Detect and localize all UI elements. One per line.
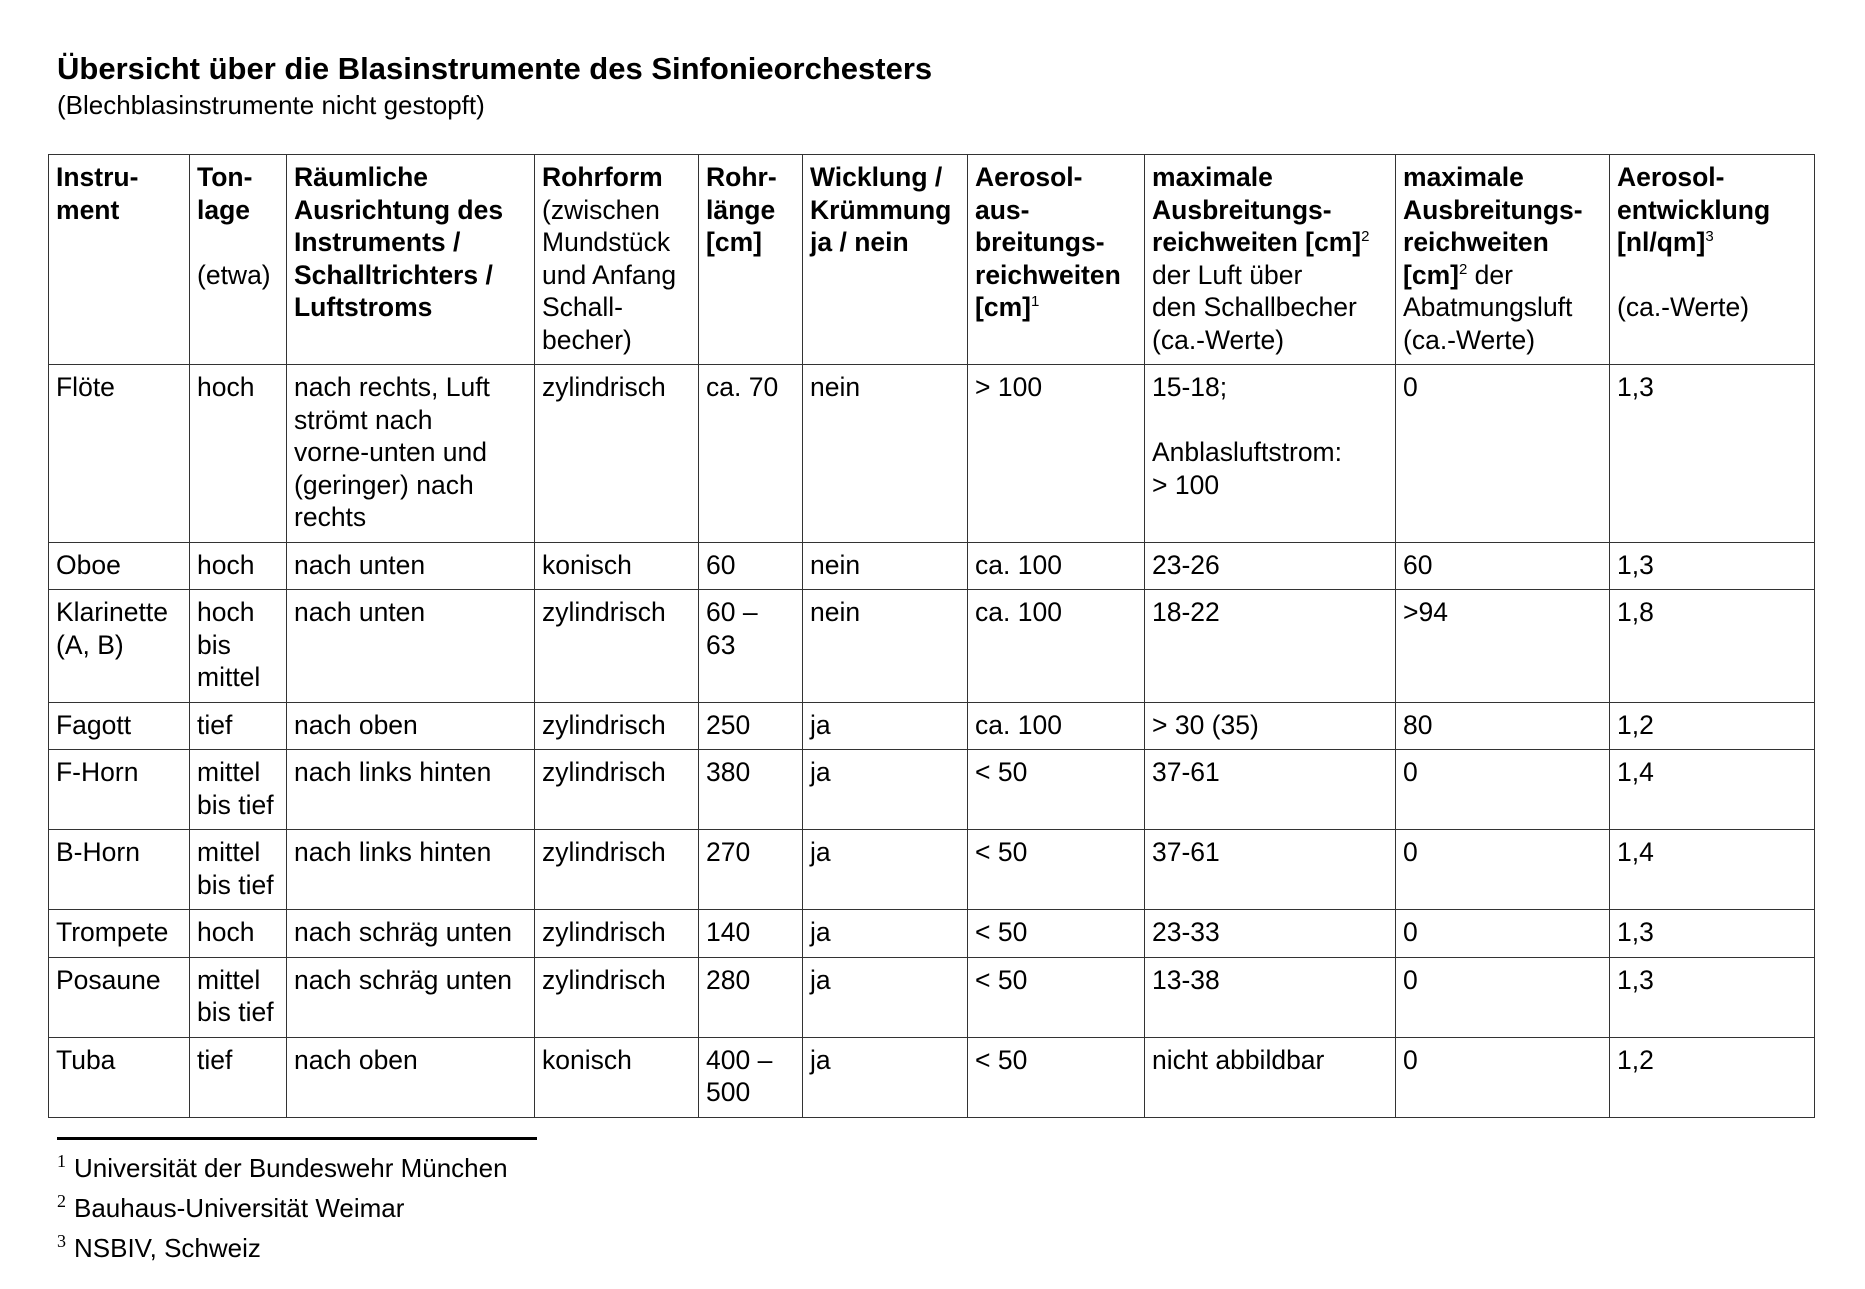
cell-wicklung: nein xyxy=(803,365,968,543)
cell-max-luft: 23-33 xyxy=(1145,910,1396,958)
cell-rohrform: zylindrisch xyxy=(535,750,699,830)
cell-aerosol: ca. 100 xyxy=(968,590,1145,703)
header-max-luft: maximale Ausbreitungs- reichweiten [cm]$^2$ der Luft über den Schallbecher (ca.-Werte) xyxy=(1145,155,1396,365)
cell-rohrform: zylindrisch xyxy=(535,702,699,750)
cell-max-luft: 37-61 xyxy=(1145,750,1396,830)
cell-entwicklung: 1,3 xyxy=(1610,365,1815,543)
cell-tonlage: hoch bis mittel xyxy=(190,590,287,703)
cell-instrument: Klarinette (A, B) xyxy=(49,590,190,703)
cell-max-abatmung: 80 xyxy=(1396,702,1610,750)
cell-rohrlaenge: 60 – 63 xyxy=(699,590,803,703)
cell-rohrlaenge: ca. 70 xyxy=(699,365,803,543)
cell-tonlage: tief xyxy=(190,1037,287,1117)
table-row xyxy=(49,590,1815,703)
footnote-ref: 2 xyxy=(1458,260,1468,278)
cell-max-abatmung: 0 xyxy=(1396,365,1610,543)
table-row xyxy=(49,542,1815,590)
header-rohrform: Rohrform (zwischen Mundstück und Anfang Schall- becher) xyxy=(535,155,699,365)
table-row xyxy=(49,365,1815,543)
cell-rohrlaenge: 140 xyxy=(699,910,803,958)
cell-ausrichtung: nach rechts, Luft strömt nach vorne-unten und (geringer) nach rechts xyxy=(287,365,535,543)
cell-rohrlaenge: 60 xyxy=(699,542,803,590)
cell-tonlage: hoch xyxy=(190,365,287,543)
cell-max-abatmung: 0 xyxy=(1396,957,1610,1037)
cell-instrument: F-Horn xyxy=(49,750,190,830)
cell-instrument: Oboe xyxy=(49,542,190,590)
table-row xyxy=(49,957,1815,1037)
cell-instrument: B-Horn xyxy=(49,830,190,910)
footnote-3: $^3$ NSBIV, Schweiz xyxy=(57,1231,261,1263)
table-row xyxy=(49,750,1815,830)
cell-rohrform: zylindrisch xyxy=(535,590,699,703)
footnote-ref: 1 xyxy=(1030,293,1040,311)
cell-entwicklung: 1,4 xyxy=(1610,750,1815,830)
cell-max-luft: 18-22 xyxy=(1145,590,1396,703)
footnote-divider xyxy=(57,1137,537,1140)
cell-wicklung: nein xyxy=(803,542,968,590)
cell-rohrform: zylindrisch xyxy=(535,957,699,1037)
header-rohrlaenge: Rohr- länge [cm] xyxy=(699,155,803,365)
cell-rohrlaenge: 380 xyxy=(699,750,803,830)
cell-instrument: Tuba xyxy=(49,1037,190,1117)
cell-aerosol: ca. 100 xyxy=(968,702,1145,750)
cell-max-luft: 15-18; Anblasluftstrom: > 100 xyxy=(1145,365,1396,543)
cell-aerosol: > 100 xyxy=(968,365,1145,543)
cell-aerosol: < 50 xyxy=(968,830,1145,910)
cell-entwicklung: 1,3 xyxy=(1610,957,1815,1037)
cell-aerosol: ca. 100 xyxy=(968,542,1145,590)
cell-max-luft: 23-26 xyxy=(1145,542,1396,590)
cell-wicklung: ja xyxy=(803,702,968,750)
cell-rohrform: zylindrisch xyxy=(535,910,699,958)
header-tonlage: Ton- lage (etwa) xyxy=(190,155,287,365)
cell-entwicklung: 1,3 xyxy=(1610,910,1815,958)
cell-entwicklung: 1,2 xyxy=(1610,702,1815,750)
cell-tonlage: mittel bis tief xyxy=(190,750,287,830)
cell-ausrichtung: nach links hinten xyxy=(287,750,535,830)
cell-max-luft: 37-61 xyxy=(1145,830,1396,910)
cell-aerosol: < 50 xyxy=(968,1037,1145,1117)
page-subtitle: (Blechblasinstrumente nicht gestopft) xyxy=(57,90,485,120)
cell-rohrform: zylindrisch xyxy=(535,830,699,910)
header-max-abatmung: maximale Ausbreitungs- reichweiten [cm]$^2$ der Abatmungsluft (ca.-Werte) xyxy=(1396,155,1610,365)
instrument-table xyxy=(48,154,1815,1118)
cell-ausrichtung: nach unten xyxy=(287,542,535,590)
header-wicklung: Wicklung / Krümmung ja / nein xyxy=(803,155,968,365)
footnotes xyxy=(57,1148,508,1268)
cell-max-abatmung: 0 xyxy=(1396,750,1610,830)
cell-ausrichtung: nach schräg unten xyxy=(287,910,535,958)
cell-wicklung: nein xyxy=(803,590,968,703)
table-row xyxy=(49,702,1815,750)
cell-tonlage: mittel bis tief xyxy=(190,830,287,910)
cell-instrument: Fagott xyxy=(49,702,190,750)
table-header-row xyxy=(49,155,1815,365)
cell-max-abatmung: 60 xyxy=(1396,542,1610,590)
cell-ausrichtung: nach oben xyxy=(287,702,535,750)
cell-rohrlaenge: 400 – 500 xyxy=(699,1037,803,1117)
cell-wicklung: ja xyxy=(803,910,968,958)
cell-max-abatmung: 0 xyxy=(1396,830,1610,910)
cell-max-luft: nicht abbildbar xyxy=(1145,1037,1396,1117)
cell-tonlage: mittel bis tief xyxy=(190,957,287,1037)
header-aerosol-reichweite: Aerosol- aus- breitungs- reichweiten [cm]$^1$ xyxy=(968,155,1145,365)
cell-ausrichtung: nach unten xyxy=(287,590,535,703)
cell-wicklung: ja xyxy=(803,750,968,830)
cell-wicklung: ja xyxy=(803,830,968,910)
cell-wicklung: ja xyxy=(803,957,968,1037)
cell-rohrlaenge: 270 xyxy=(699,830,803,910)
cell-rohrlaenge: 250 xyxy=(699,702,803,750)
cell-rohrform: konisch xyxy=(535,1037,699,1117)
cell-entwicklung: 1,2 xyxy=(1610,1037,1815,1117)
table-row xyxy=(49,910,1815,958)
footnote-ref: 3 xyxy=(1705,228,1714,246)
cell-instrument: Trompete xyxy=(49,910,190,958)
cell-aerosol: < 50 xyxy=(968,910,1145,958)
cell-entwicklung: 1,8 xyxy=(1610,590,1815,703)
header-aerosol-entwicklung: Aerosol- entwicklung $[nl/qm]^3$ (ca.-Werte) xyxy=(1610,155,1815,365)
cell-ausrichtung: nach oben xyxy=(287,1037,535,1117)
page-title: Übersicht über die Blasinstrumente des Sinfonieorchesters xyxy=(57,51,933,86)
cell-aerosol: < 50 xyxy=(968,957,1145,1037)
cell-rohrlaenge: 280 xyxy=(699,957,803,1037)
cell-max-luft: > 30 (35) xyxy=(1145,702,1396,750)
cell-max-luft: 13-38 xyxy=(1145,957,1396,1037)
table-row xyxy=(49,830,1815,910)
header-ausrichtung: Räumliche Ausrichtung des Instruments / Schalltrichters / Luftstroms xyxy=(287,155,535,365)
cell-tonlage: hoch xyxy=(190,910,287,958)
cell-entwicklung: 1,3 xyxy=(1610,542,1815,590)
cell-instrument: Posaune xyxy=(49,957,190,1037)
cell-max-abatmung: 0 xyxy=(1396,910,1610,958)
cell-ausrichtung: nach links hinten xyxy=(287,830,535,910)
cell-rohrform: zylindrisch xyxy=(535,365,699,543)
cell-tonlage: hoch xyxy=(190,542,287,590)
cell-rohrform: konisch xyxy=(535,542,699,590)
footnote-1: $^1$ Universität der Bundeswehr München xyxy=(57,1151,508,1183)
header-instrument: Instru- ment xyxy=(49,155,190,365)
cell-max-abatmung: 0 xyxy=(1396,1037,1610,1117)
cell-instrument: Flöte xyxy=(49,365,190,543)
cell-entwicklung: 1,4 xyxy=(1610,830,1815,910)
cell-tonlage: tief xyxy=(190,702,287,750)
footnote-2: $^2$ Bauhaus-Universität Weimar xyxy=(57,1191,405,1223)
cell-wicklung: ja xyxy=(803,1037,968,1117)
table-row xyxy=(49,1037,1815,1117)
footnote-ref: 2 xyxy=(1361,228,1370,246)
cell-ausrichtung: nach schräg unten xyxy=(287,957,535,1037)
cell-aerosol: < 50 xyxy=(968,750,1145,830)
cell-max-abatmung: >94 xyxy=(1396,590,1610,703)
